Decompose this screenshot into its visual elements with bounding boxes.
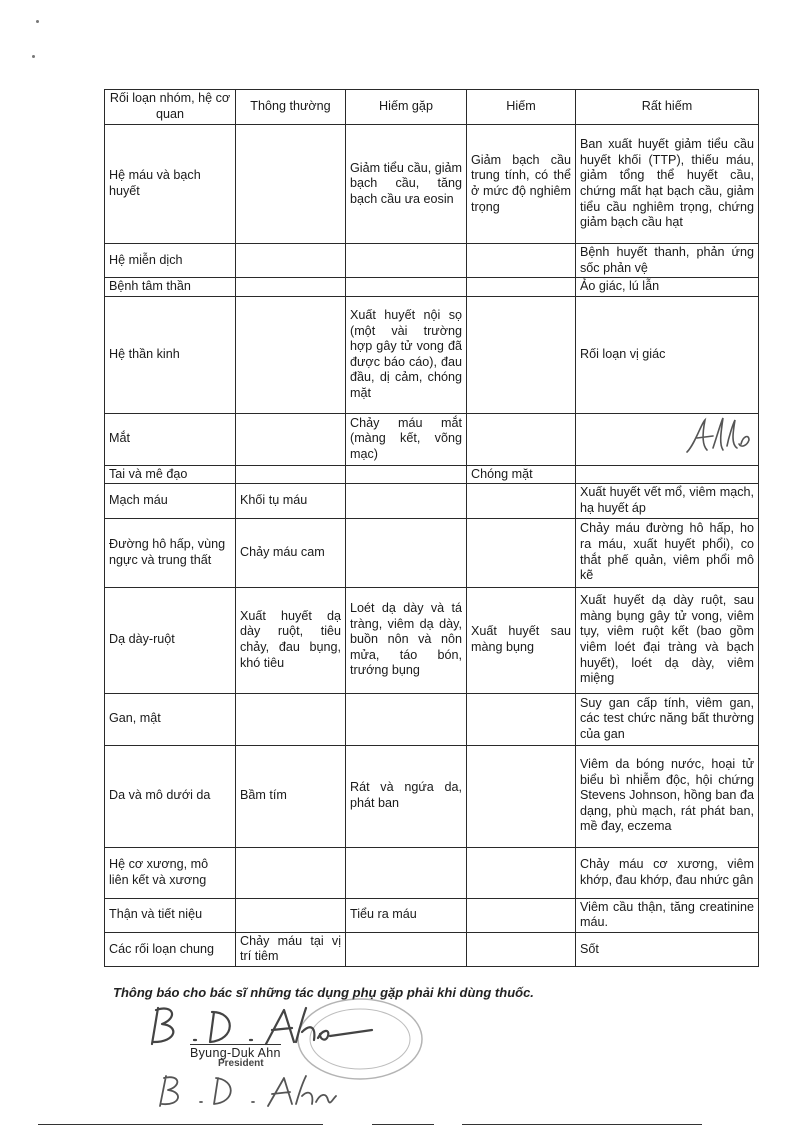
cell-uncommon: Xuất huyết nội sọ (một vài trường hợp gây tử vong đã được báo cáo), đau đầu, dị cảm, chóng mặt — [346, 296, 467, 413]
cell-very-rare: Xuất huyết vết mổ, viêm mạch, hạ huyết áp — [576, 484, 759, 518]
header-organ-class: Rối loạn nhóm, hệ cơ quan — [105, 90, 236, 125]
cell-uncommon — [346, 244, 467, 278]
cell-common — [236, 125, 346, 244]
table-row — [105, 278, 759, 297]
cell-uncommon — [346, 932, 467, 966]
cell-organ: Dạ dày-ruột — [105, 587, 236, 693]
cell-very-rare: Xuất huyết dạ dày ruột, sau màng bụng gây tử vong, viêm tụy, viêm ruột kết (bao gồm viêm loét đại tràng và bạch huyết), loét dạ dày, viêm miệng — [576, 587, 759, 693]
cell-uncommon: Giảm tiểu cầu, giảm bạch cầu, tăng bạch cầu ưa eosin — [346, 125, 467, 244]
table-row — [105, 484, 759, 518]
cell-uncommon: Loét dạ dày và tá tràng, viêm dạ dày, buồn nôn và nôn mửa, táo bón, trướng bụng — [346, 587, 467, 693]
cell-uncommon: Tiểu ra máu — [346, 898, 467, 932]
cell-common — [236, 898, 346, 932]
header-common: Thông thường — [236, 90, 346, 125]
table-row — [105, 898, 759, 932]
cell-organ: Tai và mê đạo — [105, 465, 236, 484]
table-header-row — [105, 90, 759, 125]
cell-rare — [467, 518, 576, 587]
signature-top — [144, 1000, 374, 1050]
cell-rare — [467, 244, 576, 278]
cell-uncommon — [346, 847, 467, 898]
cell-common — [236, 465, 346, 484]
cell-uncommon — [346, 465, 467, 484]
page-bottom-rule — [38, 1124, 323, 1125]
table-row — [105, 587, 759, 693]
cell-very-rare: Sốt — [576, 932, 759, 966]
cell-very-rare: Viêm cầu thận, tăng creatinine máu. — [576, 898, 759, 932]
signature-bottom — [156, 1070, 356, 1110]
cell-very-rare: Ảo giác, lú lẫn — [576, 278, 759, 297]
cell-rare — [467, 745, 576, 847]
cell-rare — [467, 847, 576, 898]
page-bottom-rule — [372, 1124, 434, 1125]
signatory-name: Byung-Duk Ahn — [190, 1046, 281, 1060]
cell-rare: Giảm bạch cầu trung tính, có thể ở mức độ nghiêm trọng — [467, 125, 576, 244]
header-uncommon: Hiếm gặp — [346, 90, 467, 125]
stamp-text — [113, 982, 291, 998]
cell-common: Khối tụ máu — [236, 484, 346, 518]
adverse-reactions-table — [104, 89, 759, 967]
signature-block — [140, 1000, 400, 1110]
cell-organ: Bệnh tâm thần — [105, 278, 236, 297]
cell-organ: Hệ cơ xương, mô liên kết và xương — [105, 847, 236, 898]
scan-speck — [32, 55, 35, 58]
cell-very-rare: Suy gan cấp tính, viêm gan, các test chức năng bất thường của gan — [576, 693, 759, 745]
cell-common — [236, 296, 346, 413]
cell-organ: Gan, mật — [105, 693, 236, 745]
cell-very-rare: Ban xuất huyết giảm tiểu cầu huyết khối (TTP), thiếu máu, giảm tổng thể huyết cầu, chứng mất hạt bạch cầu, giảm tiểu cầu nghiêm trọng, chứng giảm bạch cầu hạt — [576, 125, 759, 244]
cell-uncommon — [346, 518, 467, 587]
cell-uncommon — [346, 693, 467, 745]
cell-common: Chảy máu tại vị trí tiêm — [236, 932, 346, 966]
cell-rare — [467, 413, 576, 465]
cell-common — [236, 244, 346, 278]
cell-uncommon — [346, 484, 467, 518]
cell-organ: Các rối loạn chung — [105, 932, 236, 966]
table-row — [105, 296, 759, 413]
page-bottom-rule — [462, 1124, 702, 1125]
table-row — [105, 244, 759, 278]
cell-common — [236, 693, 346, 745]
cell-common: Chảy máu cam — [236, 518, 346, 587]
cell-organ: Mắt — [105, 413, 236, 465]
header-very-rare: Rất hiếm — [576, 90, 759, 125]
cell-uncommon: Chảy máu mắt (màng kết, võng mạc) — [346, 413, 467, 465]
table-row — [105, 932, 759, 966]
table-row — [105, 125, 759, 244]
cell-rare — [467, 484, 576, 518]
cell-common — [236, 413, 346, 465]
cell-organ: Hệ máu và bạch huyết — [105, 125, 236, 244]
table-row — [105, 847, 759, 898]
cell-common: Bầm tím — [236, 745, 346, 847]
handwritten-initials — [683, 414, 755, 458]
cell-organ: Da và mô dưới da — [105, 745, 236, 847]
cell-rare — [467, 278, 576, 297]
table-row — [105, 465, 759, 484]
cell-rare — [467, 693, 576, 745]
footer-note: Thông báo cho bác sĩ những tác dụng phụ gặp phải khi dùng thuốc. — [113, 985, 534, 1000]
cell-common — [236, 278, 346, 297]
cell-uncommon — [346, 278, 467, 297]
cell-rare — [467, 932, 576, 966]
header-rare: Hiếm — [467, 90, 576, 125]
cell-very-rare: Viêm da bóng nước, hoại tử biểu bì nhiễm độc, hội chứng Stevens Johnson, hồng ban đa dạng, phù mạch, rát phát ban, mề đay, eczema — [576, 745, 759, 847]
table-row — [105, 745, 759, 847]
cell-very-rare: Bệnh huyết thanh, phản ứng sốc phản vệ — [576, 244, 759, 278]
scan-speck — [36, 20, 39, 23]
cell-common — [236, 847, 346, 898]
cell-rare: Xuất huyết sau màng bụng — [467, 587, 576, 693]
cell-rare — [467, 898, 576, 932]
signatory-title: President — [218, 1058, 264, 1069]
cell-common: Xuất huyết dạ dày ruột, tiêu chảy, đau bụng, khó tiêu — [236, 587, 346, 693]
cell-organ: Đường hô hấp, vùng ngực và trung thất — [105, 518, 236, 587]
cell-very-rare: Chảy máu cơ xương, viêm khớp, đau khớp, đau nhức gân — [576, 847, 759, 898]
cell-organ: Hệ thần kinh — [105, 296, 236, 413]
cell-very-rare: Rối loạn vị giác — [576, 296, 759, 413]
cell-very-rare: Chảy máu đường hô hấp, ho ra máu, xuất huyết phổi), co thắt phế quản, viêm phổi mô kẽ — [576, 518, 759, 587]
cell-uncommon: Rát và ngứa da, phát ban — [346, 745, 467, 847]
cell-rare: Chóng mặt — [467, 465, 576, 484]
cell-rare — [467, 296, 576, 413]
cell-organ: Mạch máu — [105, 484, 236, 518]
cell-organ: Hệ miễn dịch — [105, 244, 236, 278]
table-row — [105, 693, 759, 745]
cell-organ: Thận và tiết niệu — [105, 898, 236, 932]
table-row — [105, 518, 759, 587]
cell-very-rare — [576, 465, 759, 484]
table-row — [105, 413, 759, 465]
